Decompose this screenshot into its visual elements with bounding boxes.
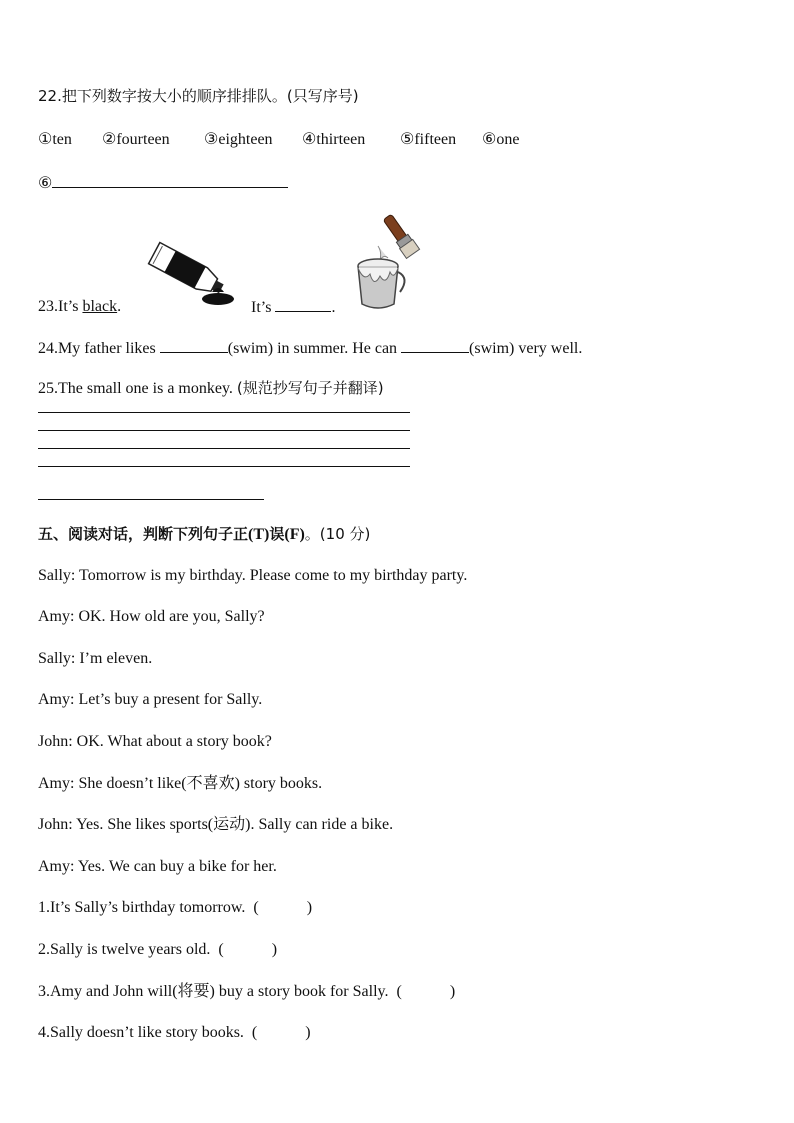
- q22-option-6: ⑥one: [482, 131, 520, 148]
- q24-blank-1[interactable]: [160, 338, 228, 353]
- section-5-heading: [38, 524, 370, 545]
- section-5-heading-d: (F): [284, 526, 305, 543]
- section-5-heading-c: 误: [269, 525, 285, 543]
- tf-question-text: 2.Sally is twelve years old.: [38, 941, 211, 958]
- q22-answer-marker: ⑥: [38, 175, 53, 192]
- q23-suffix: .: [117, 298, 122, 315]
- q25-writing-line-4[interactable]: [38, 466, 410, 467]
- dialogue-line-8: Amy: Yes. We can buy a bike for her.: [38, 858, 277, 875]
- q22-option-3: ③eighteen: [204, 131, 273, 148]
- q23-line-1: [38, 297, 121, 317]
- paint-tube-image: [146, 240, 238, 310]
- tf-question-3: [38, 982, 455, 1002]
- q25-writing-line-1[interactable]: [38, 412, 410, 413]
- q22-answer-line[interactable]: [38, 170, 288, 194]
- tf-answer-paren[interactable]: ( ): [251, 1024, 311, 1041]
- q24-part-2: (swim) in summer. He can: [227, 340, 402, 357]
- dialogue-line-4: Amy: Let’s buy a present for Sally.: [38, 691, 263, 708]
- dialogue-line-6: Amy: She doesn’t like(不喜欢) story books.: [38, 775, 323, 792]
- dialogue-line-3: Sally: I’m eleven.: [38, 650, 153, 667]
- q25-writing-line-2[interactable]: [38, 430, 410, 431]
- tf-question-4: [38, 1023, 311, 1043]
- q22-option-4: ④thirteen: [302, 131, 366, 148]
- dialogue-line-5: John: OK. What about a story book?: [38, 733, 272, 750]
- tf-question-text: 3.Amy and John will(将要) buy a story book for Sally.: [38, 983, 389, 1000]
- q23-prefix: 23.It’s: [38, 298, 83, 315]
- q22-option-2: ②fourteen: [102, 131, 170, 148]
- q24-part-1: 24.My father likes: [38, 340, 160, 357]
- q23-color-word: black: [82, 298, 118, 315]
- q25-translation-line[interactable]: [38, 499, 264, 500]
- section-5-heading-b: (T): [248, 526, 270, 543]
- q24-part-3: (swim) very well.: [469, 340, 583, 357]
- q23-answer-blank[interactable]: [275, 297, 331, 312]
- dialogue-line-1: Sally: Tomorrow is my birthday. Please come to my birthday party.: [38, 567, 468, 584]
- q22-answer-blank[interactable]: [52, 170, 288, 188]
- q25-writing-line-3[interactable]: [38, 448, 410, 449]
- q23-line-2: [251, 297, 335, 318]
- q24-blank-2[interactable]: [401, 338, 469, 353]
- tf-question-2: [38, 940, 277, 960]
- q25-instruction: (规范抄写句子并翻译): [236, 379, 384, 397]
- q24-line: [38, 338, 582, 359]
- tf-answer-paren[interactable]: ( ): [396, 983, 456, 1000]
- dialogue-line-7: John: Yes. She likes sports(运动). Sally can ride a bike.: [38, 816, 394, 833]
- tf-question-text: 4.Sally doesn’t like story books.: [38, 1024, 244, 1041]
- tf-question-1: [38, 898, 312, 918]
- q25-line: [38, 378, 384, 399]
- section-5-heading-a: 五、阅读对话，判断下列句子正: [38, 525, 249, 543]
- dialogue-line-2: Amy: OK. How old are you, Sally?: [38, 608, 265, 625]
- q25-sentence: 25.The small one is a monkey.: [38, 380, 237, 397]
- section-5-heading-e: 。(10 分): [304, 525, 371, 543]
- tf-answer-paren[interactable]: ( ): [218, 941, 278, 958]
- q22-option-1: ①ten: [38, 131, 72, 148]
- paint-bucket-image: [344, 208, 428, 314]
- q23-second-suffix: .: [331, 299, 336, 316]
- tf-answer-paren[interactable]: ( ): [253, 899, 313, 916]
- q22-prompt: 22.把下列数字按大小的顺序排排队。(只写序号): [38, 87, 359, 105]
- q23-second-prefix: It’s: [251, 299, 276, 316]
- tf-question-text: 1.It’s Sally’s birthday tomorrow.: [38, 899, 246, 916]
- q22-option-5: ⑤fifteen: [400, 131, 457, 148]
